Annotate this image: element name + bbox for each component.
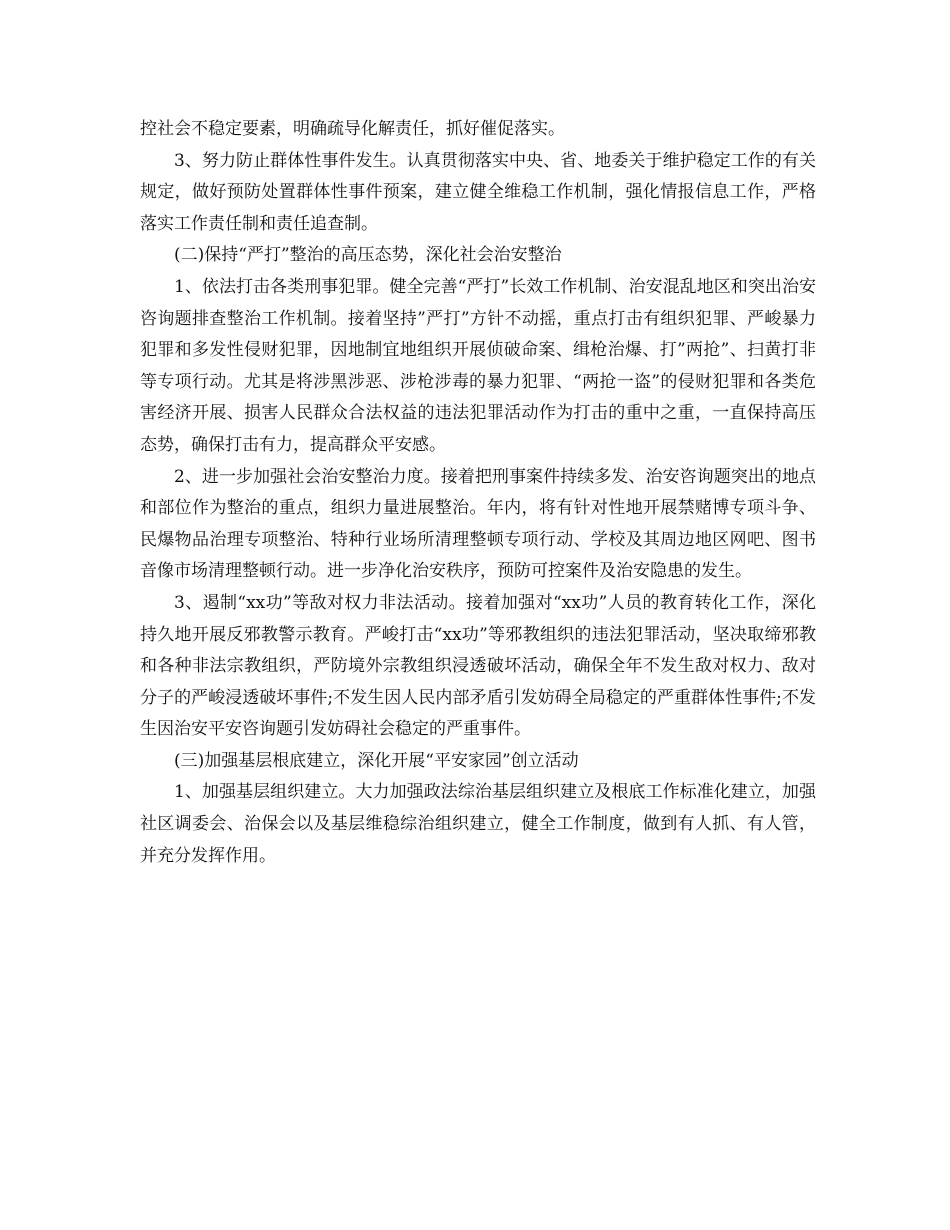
paragraph-grassroots-organization: 1、加强基层组织建立。大力加强政法综治基层组织建立及根底工作标准化建立，加强社区调委会、治保会以及基层维稳综治组织建立，健全工作制度，做到有人抓、有人管，并充分发挥作用。 [140,782,816,866]
paragraph-prevent-mass-incidents: 3、努力防止群体性事件发生。认真贯彻落实中央、省、地委关于维护稳定工作的有关规定，做好预防处置群体性事件预案，建立健全维稳工作机制，强化情报信息工作，严格落实工作责任制和责任追查制。 [140,150,816,234]
paragraph-continuation: 控社会不稳定要素，明确疏导化解责任，抓好催促落实。 [140,119,565,139]
document-body [140,114,816,872]
paragraph-curb-hostile-activities: 3、遏制“xx功”等敌对权力非法活动。接着加强对“xx功”人员的教育转化工作，深化持久地开展反邪教警示教育。严峻打击“xx功”等邪教组织的违法犯罪活动，坚决取缔邪教和各种非法宗教组织，严防境外宗教组织浸透破坏活动，确保全年不发生敌对权力、敌对分子的严峻浸透破坏事件;不发生因人民内部矛盾引发妨碍全局稳定的严重群体性事件;不发生因治安平安咨询题引发妨碍社会稳定的严重事件。 [140,592,816,740]
paragraph-crack-down-crimes: 1、依法打击各类刑事犯罪。健全完善“严打”长效工作机制、治安混乱地区和突出治安咨询题排查整治工作机制。接着坚持”严打”方针不动摇，重点打击有组织犯罪、严峻暴力犯罪和多发性侵财犯罪，因地制宜地组织开展侦破命案、缉枪治爆、打”两抢”、扫黄打非等专项行动。尤其是将涉黑涉恶、涉枪涉毒的暴力犯罪、“两抢一盗”的侵财犯罪和各类危害经济开展、损害人民群众合法权益的违法犯罪活动作为打击的重中之重，一直保持高压态势，确保打击有力，提高群众平安感。 [140,276,816,455]
paragraph-strengthen-rectification: 2、进一步加强社会治安整治力度。接着把刑事案件持续多发、治安咨询题突出的地点和部位作为整治的重点，组织力量进展整治。年内，将有针对性地开展禁赌博专项斗争、民爆物品治理专项整治、特种行业场所清理整顿专项行动、学校及其周边地区网吧、图书音像市场清理整顿行动。进一步净化治安秩序，预防可控案件及治安隐患的发生。 [140,466,816,582]
section-heading-2: (二)保持“严打”整治的高压态势，深化社会治安整治 [174,245,562,266]
section-heading-3: (三)加强基层根底建立，深化开展“平安家园”创立活动 [174,750,579,771]
